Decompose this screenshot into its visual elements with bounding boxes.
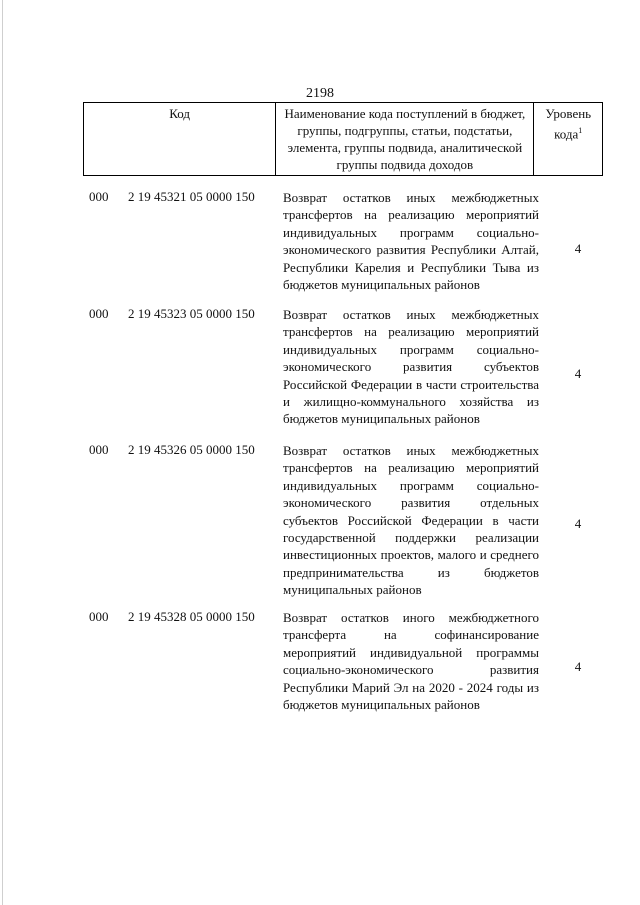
- row-description: Возврат остатков иных межбюджетных трансфертов на реализацию мероприятий индивидуальных программ социально-экономического развития Республики Алтай, Республики Карелия и Республики Тыва из бюджетов муниципальных районов: [283, 190, 539, 293]
- row-code: 2 19 45321 05 0000 150: [128, 189, 255, 204]
- table-header: [83, 102, 603, 176]
- row-description: Возврат остатков иного межбюджетного трансферта на софинансирование мероприятий индивидуальной программы социально-экономического развития Республики Марий Эл на 2020 - 2024 годы из бюджетов муниципальных районов: [283, 610, 539, 713]
- row-description: Возврат остатков иных межбюджетных трансфертов на реализацию мероприятий индивидуальных программ социально-экономического развития отдельных субъектов Российской Федерации в части государственной поддержки реализации инвестиционных проектов, малого и среднего предпринимательства из бюджетов муниципальных районов: [283, 443, 539, 598]
- row-code: 2 19 45326 05 0000 150: [128, 442, 255, 457]
- row-prefix: 000: [89, 306, 109, 321]
- row-level: 4: [574, 241, 582, 256]
- header-level-label: Уровень кода: [545, 106, 592, 142]
- row-code: 2 19 45328 05 0000 150: [128, 609, 255, 624]
- row-level: 4: [574, 366, 582, 381]
- row-description: Возврат остатков иных межбюджетных трансфертов на реализацию мероприятий индивидуальных программ социально-экономического развития субъектов Российской Федерации в части строительства и жилищно-коммунального хозяйства из бюджетов муниципальных районов: [283, 307, 539, 427]
- row-prefix: 000: [89, 189, 109, 204]
- row-code: 2 19 45323 05 0000 150: [128, 306, 255, 321]
- scan-edge: [2, 0, 3, 905]
- header-code: Код: [84, 103, 276, 176]
- header-level: [534, 103, 603, 176]
- row-prefix: 000: [89, 609, 109, 624]
- header-level-footnote: 1: [578, 126, 583, 135]
- row-level: 4: [574, 516, 582, 531]
- row-prefix: 000: [89, 442, 109, 457]
- row-level: 4: [574, 659, 582, 674]
- page-number: 2198: [306, 86, 334, 101]
- header-name: Наименование кода поступлений в бюджет, группы, подгруппы, статьи, подстатьи, элемента, группы подвида, аналитической группы подвида доходов: [276, 103, 534, 176]
